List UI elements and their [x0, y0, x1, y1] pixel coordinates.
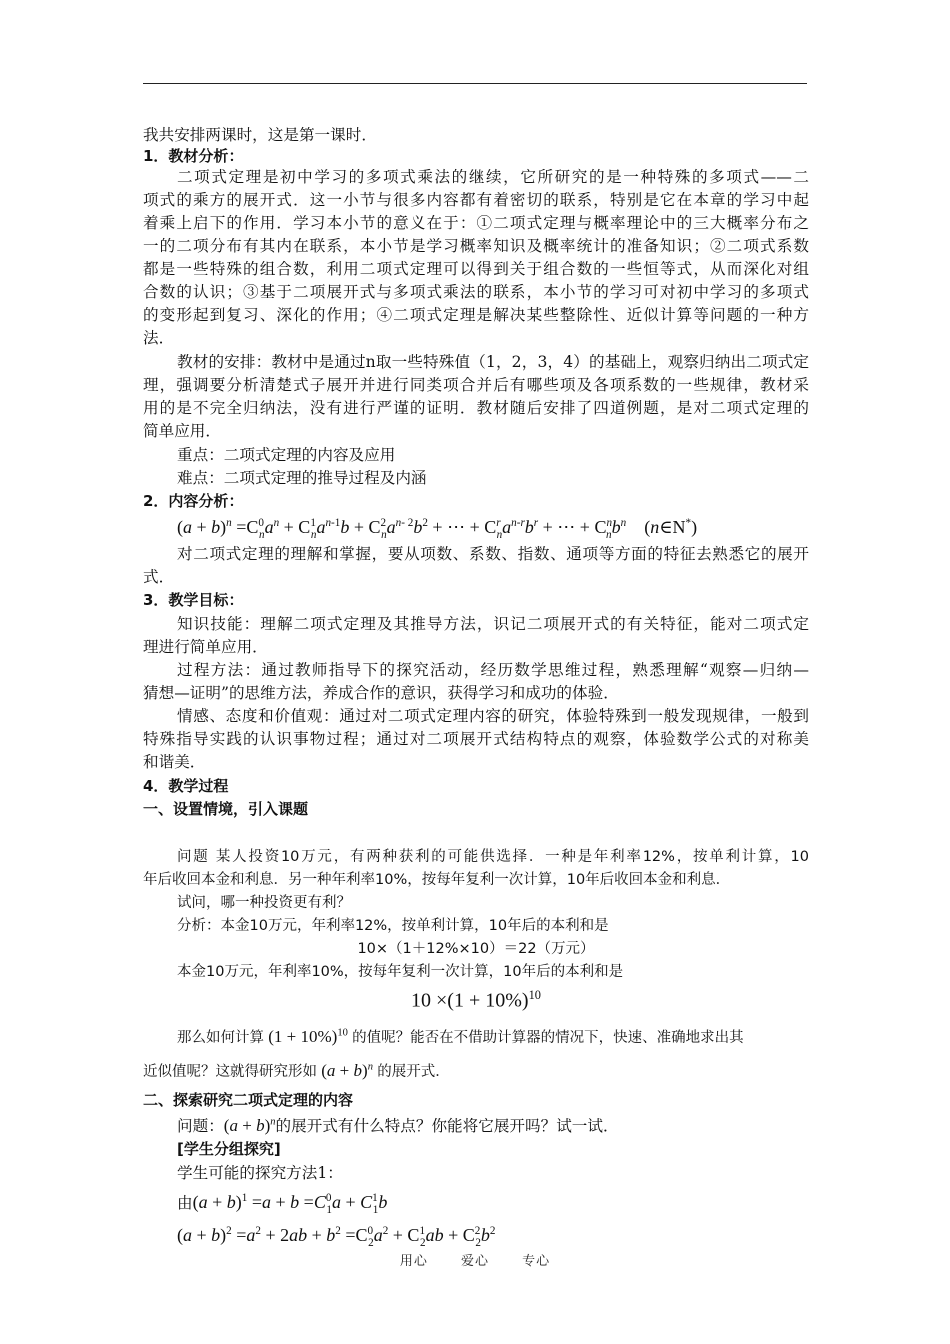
paragraph-line: 教材的安排：教材中是通过n取一些特殊值（1，2，3，4）的基础上，观察归纳出二项式定 — [177, 353, 809, 371]
paragraph-line: 特殊指导实践的认识事物过程；通过对二项展开式结构特点的观察，体验数学公式的对称美 — [143, 730, 809, 748]
paragraph-line: 年后收回本金和利息．另一种年利率10%，按每年复利一次计算，10年后收回本金和利息． — [143, 872, 731, 888]
subsection-heading-2: 二、探索研究二项式定理的内容 — [143, 1091, 354, 1109]
paragraph-line: 法． — [143, 329, 175, 347]
paragraph-line: 试问，哪一种投资更有利？ — [177, 895, 351, 911]
difficult-point: 难点：二项式定理的推导过程及内涵 — [177, 469, 427, 487]
paragraph-line: 那么如何计算 $(1 + 10\%)^{10}$ 的值呢？能否在不借助计算器的情况下，快速、准确地求出其 — [177, 1027, 744, 1046]
paragraph-line: 猜想—证明”的思维方法，养成合作的意识，获得学习和成功的体验． — [143, 684, 619, 702]
paragraph-line: 过程方法：通过教师指导下的探究活动，经历数学思维过程，熟悉理解“观察—归纳— — [177, 661, 809, 679]
section-heading-4: 4．教学过程 — [143, 777, 229, 795]
footer-text: 用心 — [399, 1254, 428, 1269]
subsection-heading-1: 一、设置情境，引入课题 — [143, 800, 309, 818]
calculation-line: 10×（1＋12%×10）＝22（万元） — [357, 941, 595, 957]
paragraph-line: 理进行简单应用． — [143, 638, 268, 656]
paragraph-line: 问题：$(a + b)^n$的展开式有什么特点？你能将它展开吗？试一试． — [177, 1116, 619, 1135]
binomial-theorem-formula: $(a + b)^n =C^0_na^n + C^1_na^{n-1}b + C^2_na^{n- 2}b^2$ + ⋯ + $C^r_na^{n-r}b^r$ + ⋯ + $C^n_nb^n$ (n∈N*) — [177, 517, 698, 541]
paragraph-line: 学生可能的探究方法1： — [177, 1164, 343, 1182]
paragraph-line: 项式的乘方的展开式．这一小节与很多内容都有着密切的联系，特别是它在本章的学习中起 — [143, 191, 809, 209]
footer-text: 爱心 — [460, 1254, 489, 1269]
paragraph-line: 的变形起到复习、深化的作用；④二项式定理是解决某些整除性、近似计算等问题的一种方 — [143, 306, 809, 324]
paragraph-line: 理，强调要分析清楚式子展开并进行同类项合并后有哪些项及各项系数的一些规律，教材采 — [143, 376, 809, 394]
paragraph-line: 知识技能：理解二项式定理及其推导方法，识记二项展开式的有关特征，能对二项式定 — [177, 615, 809, 633]
paragraph-line: 问题 某人投资10万元，有两种获利的可能供选择．一种是年利率12%，按单利计算，10 — [177, 849, 809, 865]
paragraph-line: 和谐美． — [143, 753, 206, 771]
group-inquiry-label: [学生分组探究] — [177, 1140, 281, 1158]
header-rule — [143, 83, 807, 84]
paragraph-line: 合数的认识；③基于二项展开式与多项式乘法的联系，本小节的学习可对初中学习的多项式 — [143, 283, 809, 301]
paragraph-line: 用的是不完全归纳法，没有进行严谨的证明．教材随后安排了四道例题，是对二项式定理的 — [143, 399, 809, 417]
paragraph-line: 分析：本金10万元，年利率12%，按单利计算，10年后的本利和是 — [177, 918, 609, 934]
intro-line: 我共安排两课时，这是第一课时． — [143, 126, 377, 144]
paragraph-line: 情感、态度和价值观：通过对二项式定理内容的研究，体验特殊到一般发现规律，一般到 — [177, 707, 809, 725]
section-heading-3: 3．教学目标： — [143, 591, 244, 609]
section-heading-1: 1．教材分析： — [143, 147, 244, 165]
paragraph-line: 都是一些特殊的组合数，利用二项式定理可以得到关于组合数的一些恒等式，从而深化对组 — [143, 260, 809, 278]
paragraph-line: 式． — [143, 568, 175, 586]
page-footer — [0, 1250, 950, 1269]
paragraph-line: 一的二项分布有其内在联系，本小节是学习概率知识及概率统计的准备知识；②二项式系数 — [143, 237, 809, 255]
paragraph-line: 二项式定理是初中学习的多项式乘法的继续，它所研究的是一种特殊的多项式——二 — [177, 168, 809, 186]
key-point: 重点：二项式定理的内容及应用 — [177, 446, 396, 464]
paragraph-line: 本金10万元，年利率10%，按每年复利一次计算，10年后的本利和是 — [177, 964, 624, 980]
footer-text: 专心 — [522, 1254, 551, 1269]
paragraph-line: 着乘上启下的作用．学习本小节的意义在于：①二项式定理与概率理论中的三大概率分布之 — [143, 214, 809, 232]
compound-interest-formula: $10 \times(1 + 10\%)^{10}$ — [411, 988, 541, 1012]
section-heading-2: 2．内容分析： — [143, 492, 244, 510]
expansion-n2: $(a + b)^2 =a^2 + 2ab + b^2 =C^0_2a^2 + C^1_2ab + C^2_2b^2$ — [177, 1225, 496, 1249]
paragraph-line: 近似值呢？这就得研究形如 $(a + b)^n$ 的展开式． — [143, 1061, 450, 1080]
paragraph-line: 简单应用． — [143, 422, 221, 440]
paragraph-line: 对二项式定理的理解和掌握，要从项数、系数、指数、通项等方面的特征去熟悉它的展开 — [177, 545, 809, 563]
expansion-n1: 由$(a + b)^1 =a + b =C^0_1a + C^1_1b$ — [177, 1192, 388, 1216]
